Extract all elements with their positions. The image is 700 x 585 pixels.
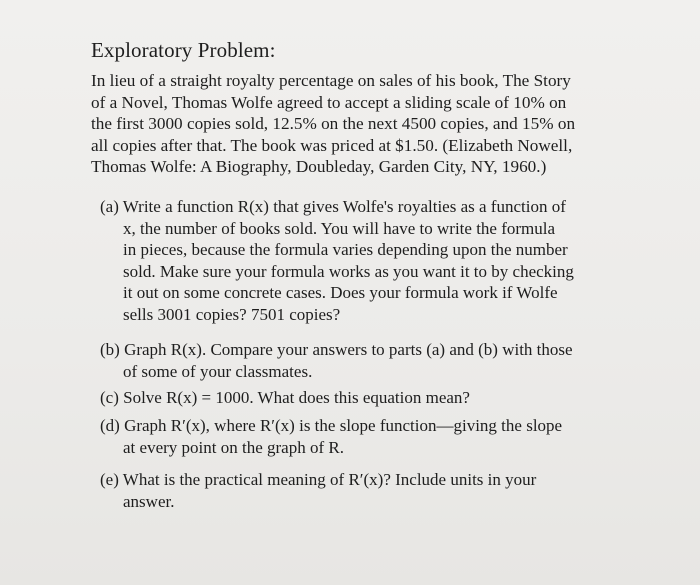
part-e	[100, 469, 536, 512]
part-line: (c) Solve R(x) = 1000. What does this equation mean?	[100, 388, 470, 407]
part-line: (b) Graph R(x). Compare your answers to parts (a) and (b) with those	[100, 340, 573, 359]
part-line: at every point on the graph of R.	[123, 437, 344, 457]
part-d	[100, 415, 562, 458]
part-line: sold. Make sure your formula works as you want it to by checking	[123, 261, 574, 281]
intro-line: Thomas Wolfe: A Biography, Doubleday, Garden City, NY, 1960.)	[91, 157, 547, 177]
part-line: of some of your classmates.	[123, 361, 313, 381]
part-line: in pieces, because the formula varies depending upon the number	[123, 240, 568, 259]
problem-title: Exploratory Problem:	[91, 38, 276, 62]
part-c	[100, 387, 470, 409]
part-a	[100, 196, 574, 325]
part-line: it out on some concrete cases. Does your formula work if Wolfe	[123, 283, 558, 302]
part-line: (d) Graph R′(x), where R′(x) is the slope function—giving the slope	[100, 416, 563, 435]
intro-line: all copies after that. The book was priced at $1.50. (Elizabeth Nowell,	[91, 135, 573, 155]
problem-intro	[91, 70, 611, 178]
part-line: (a) Write a function R(x) that gives Wolfe's royalties as a function of	[100, 197, 566, 216]
part-b	[100, 339, 573, 382]
intro-line: the first 3000 copies sold, 12.5% on the next 4500 copies, and 15% on	[91, 114, 576, 134]
part-line: sells 3001 copies? 7501 copies?	[123, 304, 341, 324]
part-line: x, the number of books sold. You will have to write the formula	[123, 218, 556, 238]
part-line: answer.	[123, 491, 175, 511]
part-line: (e) What is the practical meaning of R′(x)? Include units in your	[100, 470, 537, 489]
intro-line: of a Novel, Thomas Wolfe agreed to accept a sliding scale of 10% on	[91, 92, 567, 112]
intro-line: In lieu of a straight royalty percentage on sales of his book, The Story	[91, 71, 571, 90]
